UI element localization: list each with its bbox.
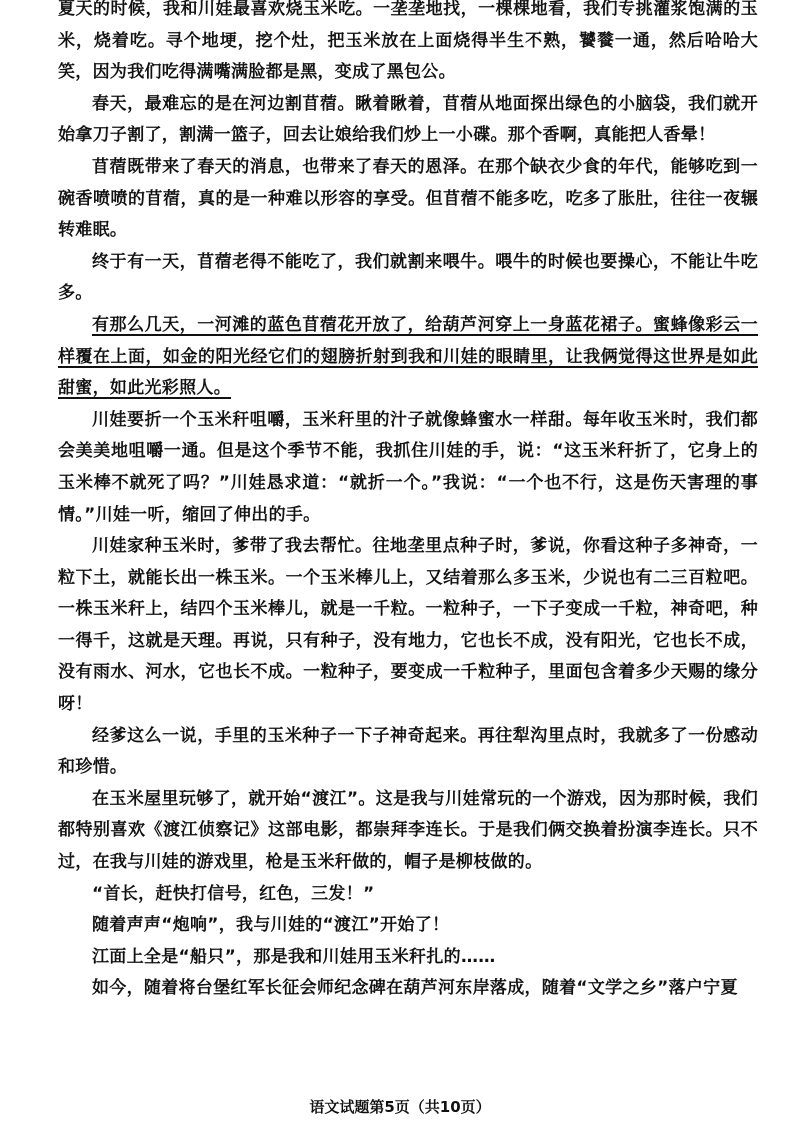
paragraph-13: 如今，随着将台堡红军长征会师纪念碑在葫芦河东岸落成，随着“文学之乡”落户宁夏: [92, 978, 738, 999]
paragraph-12: 江面上全是“船只”，那是我和川娃用玉米秆扎的……: [92, 946, 496, 967]
paragraph-6: 川娃要折一个玉米秆咀嚼，玉米秆里的汁子就像蜂蜜水一样甜。每年收玉米时，我们都会美美地咀嚼一通。但是这个季节不能，我抓住川娃的手，说：“这玉米秆折了，它身上的玉米棒不就死了吗？”川娃恳求道：“就折一个。”我说：“一个也不行，这是伤天害理的事情。”川娃一听，缩回了伸出的手。: [58, 409, 758, 525]
paragraph-11: 随着声声“炮响”，我与川娃的“渡江”开始了！: [92, 915, 450, 936]
underlined-paragraph: 有那么几天，一河滩的蓝色苜蓿花开放了，给葫芦河穿上一身蓝花裙子。蜜蜂像彩云一样覆在上面，如金的阳光经它们的翅膀折射到我和川娃的眼睛里，让我俩觉得这世界是如此甜蜜，如此光彩照人。: [58, 314, 758, 399]
paragraph-7: 川娃家种玉米时，爹带了我去帮忙。往地垄里点种子时，爹说，你看这种子多神奇，一粒下土，就能长出一株玉米。一个玉米棒儿上，又结着那么多玉米，少说也有二三百粒吧。一株玉米秆上，结四个玉米棒儿，就是一千粒。一粒种子，一下子变成一千粒，神奇吧，种一得千，这就是天理。再说，只有种子，没有地力，它也长不成，没有阳光，它也长不成，没有雨水、河水，它也长不成。一粒种子，要变成一千粒种子，里面包含着多少天赐的缘分呀！: [58, 536, 758, 715]
article-body: [58, 0, 758, 1005]
paragraph-2: 春天，最难忘的是在河边割苜蓿。瞅着瞅着，苜蓿从地面探出绿色的小脑袋，我们就开始拿刀子割了，割满一篮子，回去让娘给我们炒上一小碟。那个香啊，真能把人香晕！: [58, 93, 758, 146]
paragraph-8: 经爹这么一说，手里的玉米种子一下子神奇起来。再往犁沟里点时，我就多了一份感动和珍惜。: [58, 725, 758, 778]
paragraph-1: 夏天的时候，我和川娃最喜欢烧玉米吃。一垄垄地找，一棵棵地看，我们专挑灌浆饱满的玉米，烧着吃。寻个地埂，挖个灶，把玉米放在上面烧得半生不熟，饕餮一通，然后哈哈大笑，因为我们吃得满嘴满脸都是黑，变成了黑包公。: [58, 0, 758, 83]
paragraph-4: 终于有一天，苜蓿老得不能吃了，我们就割来喂牛。喂牛的时候也要操心，不能让牛吃多。: [58, 251, 758, 304]
paragraph-9: 在玉米屋里玩够了，就开始“渡江”。这是我与川娃常玩的一个游戏，因为那时候，我们都特别喜欢《渡江侦察记》这部电影，都崇拜李连长。于是我们俩交换着扮演李连长。只不过，在我与川娃的游戏里，枪是玉米秆做的，帽子是柳枝做的。: [58, 788, 758, 873]
paragraph-10: “首长，赶快打信号，红色，三发！”: [92, 883, 375, 904]
paragraph-3: 苜蓿既带来了春天的消息，也带来了春天的恩泽。在那个缺衣少食的年代，能够吃到一碗香喷喷的苜蓿，真的是一种难以形容的享受。但苜蓿不能多吃，吃多了胀肚，往往一夜辗转难眠。: [58, 156, 758, 241]
page-footer: 语文试题第5页（共10页）: [309, 1098, 491, 1116]
